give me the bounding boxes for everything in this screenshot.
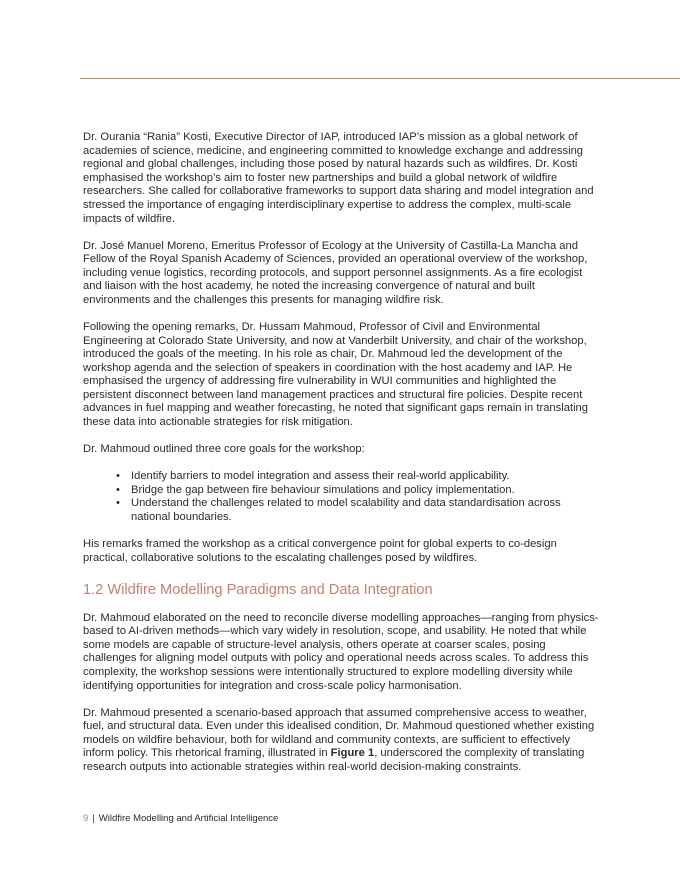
list-item: • Bridge the gap between fire behaviour simulations and policy implementation. bbox=[131, 484, 601, 498]
paragraph-goals-intro: Dr. Mahmoud outlined three core goals for the workshop: bbox=[83, 443, 365, 456]
section-heading: 1.2 Wildfire Modelling Paradigms and Data Integration bbox=[83, 581, 433, 598]
footer-title: Wildfire Modelling and Artificial Intelligence bbox=[98, 813, 279, 824]
header-rule bbox=[80, 78, 680, 79]
goals-list bbox=[83, 470, 601, 524]
paragraph-moreno: Dr. José Manuel Moreno, Emeritus Professor of Ecology at the University of Castilla-La Mancha and Fellow of the Royal Spanish Academy of Sciences, provided an operational overview of the workshop, including venue logistics, recording protocols, and support personnel assignments. As a fire ecologist and liaison with the host academy, he noted the increasing convergence of natural and built environments and the challenges this presents for managing wildfire risk. bbox=[83, 239, 588, 306]
paragraph-remarks: His remarks framed the workshop as a critical convergence point for global experts to co-design practical, collaborative solutions to the escalating challenges posed by wildfires. bbox=[83, 538, 557, 564]
paragraph-scenario-text: Dr. Mahmoud presented a scenario-based approach that assumed comprehensive access to weather, fuel, and structural data. Even under this idealised condition, Dr. Mahmoud questioned whether existing models on wildfire behaviour, both for wildland and community contexts, are sufficient to effectively inform policy. This rhetorical framing, illustrated in bbox=[83, 706, 595, 760]
paragraph-modelling: Dr. Mahmoud elaborated on the need to reconcile diverse modelling approaches—ranging from physics-based to AI-driven methods—which vary widely in resolution, scope, and usability. He noted that while some models are capable of structure-level analysis, others operate at coarser scales, posing challenges for aligning model outputs with policy and operational needs across scales. To address this complexity, the workshop sessions were intentionally structured to explore modelling diversity while identifying opportunities for integration and cross-scale policy harmonisation. bbox=[83, 611, 599, 692]
paragraph-scenario bbox=[83, 707, 601, 775]
paragraph-scenario-text-end: , underscored the complexity of translating research outputs into actionable strategies within real-world decision-making constraints. bbox=[83, 747, 585, 773]
list-item: • Understand the challenges related to model scalability and data standardisation across national boundaries. bbox=[131, 497, 601, 524]
page-body bbox=[83, 131, 601, 788]
paragraph-mahmoud-intro: Following the opening remarks, Dr. Hussam Mahmoud, Professor of Civil and Environmental Engineering at Colorado State University, and now at Vanderbilt University, and chair of the workshop, introduced the goals of the meeting. In his role as chair, Dr. Mahmoud led the development of the workshop agenda and the selection of speakers in coordination with the host academy and IAP. He emphasised the urgency of addressing fire vulnerability in WUI communities and highlighted the persistent disconnect between land management practices and structural fire policies. Despite recent advances in fuel mapping and weather forecasting, he noted that significant gaps remain in translating these data into actionable strategies for risk mitigation. bbox=[83, 320, 588, 429]
page-footer bbox=[83, 813, 278, 824]
page-number: 9 bbox=[83, 813, 89, 824]
footer-separator: | bbox=[92, 813, 95, 824]
list-item: • Identify barriers to model integration and assess their real-world applicability. bbox=[131, 470, 601, 484]
paragraph-kosti: Dr. Ourania “Rania” Kosti, Executive Director of IAP, introduced IAP’s mission as a global network of academies of science, medicine, and engineering committed to knowledge exchange and addressing regional and global challenges, including those posed by natural hazards such as wildfires. Dr. Kosti emphasised the workshop’s aim to foster new partnerships and build a global network of wildfire researchers. She called for collaborative frameworks to support data sharing and model integration and stressed the importance of engaging interdisciplinary expertise to address the complex, multi-scale impacts of wildfire. bbox=[83, 131, 594, 225]
figure-reference-link[interactable]: Figure 1 bbox=[330, 747, 375, 760]
